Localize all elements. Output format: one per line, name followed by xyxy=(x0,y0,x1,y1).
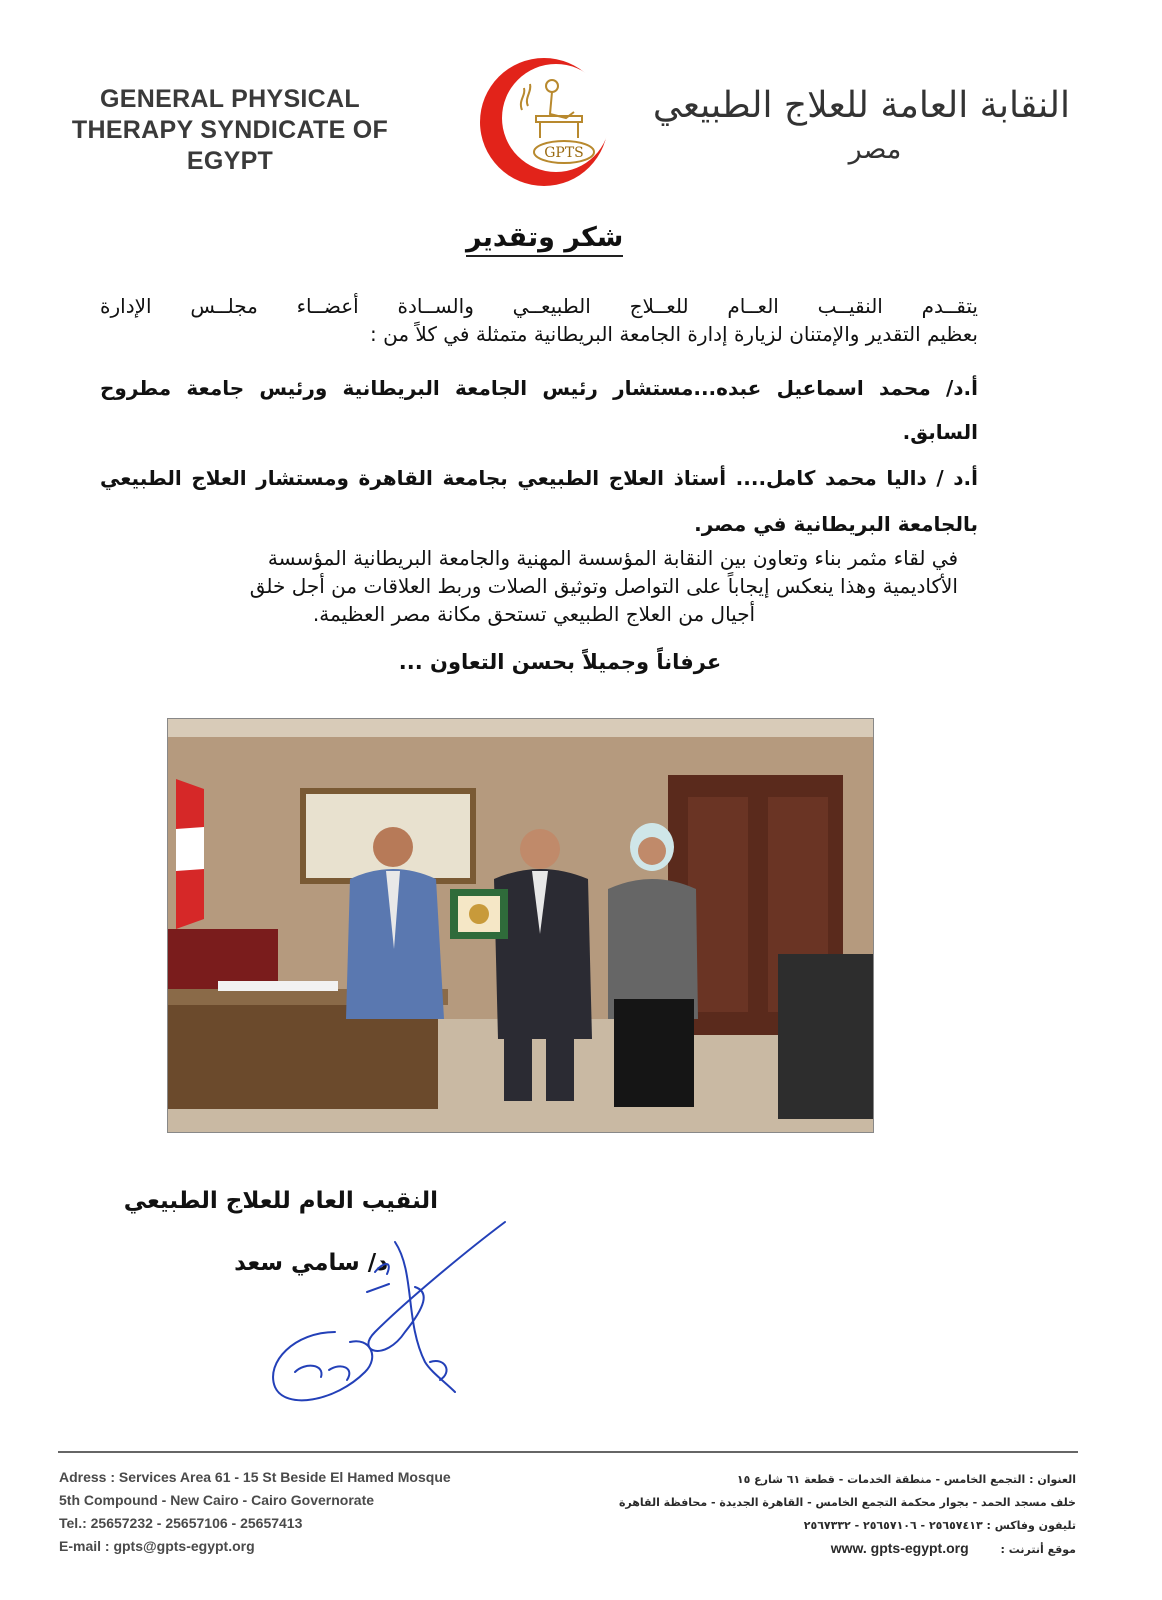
footer-phone: Tel.: 25657232 - 25657106 - 25657413 xyxy=(59,1515,303,1531)
org-name-en-line: THERAPY SYNDICATE OF xyxy=(71,116,389,144)
honoree-1-cont: السابق. xyxy=(902,420,978,444)
intro-line: بعظيم التقدير والإمتنان لزيارة إدارة الجامعة البريطانية متمثلة في كلاً من : xyxy=(370,322,978,346)
logo-text: GPTS xyxy=(544,145,584,161)
photo-plaque xyxy=(450,889,508,939)
footer-website-row xyxy=(560,1537,1076,1561)
footer-website-link[interactable]: www. gpts-egypt.org xyxy=(830,1540,969,1556)
footer-ar-phone: تليفون وفاكس : ٢٥٦٥٧٤١٣ - ٢٥٦٥٧١٠٦ - ٢٥٦٧٣٣٢ xyxy=(803,1519,1076,1532)
honoree-2-cont: بالجامعة البريطانية في مصر. xyxy=(694,512,978,536)
footer-address-line: Adress : Services Area 61 - 15 St Beside El Hamed Mosque xyxy=(59,1469,451,1485)
footer-divider xyxy=(58,1451,1078,1453)
handwritten-signature xyxy=(255,1212,535,1412)
footer-address-line: 5th Compound - New Cairo - Cairo Governorate xyxy=(59,1492,375,1508)
footer-english xyxy=(59,1466,599,1558)
page-title: شكر وتقدير xyxy=(466,222,623,257)
signatory-name: د/ سامي سعد xyxy=(234,1250,388,1276)
intro-line: يتقــدم النقيــب العــام للعــلاج الطبيعــي والســادة أعضــاء مجلــس الإدارة xyxy=(100,294,978,318)
meeting-photo xyxy=(167,718,874,1133)
footer-arabic xyxy=(560,1468,1076,1561)
signatory-title: النقيب العام للعلاج الطبيعي xyxy=(123,1188,438,1214)
meeting-paragraph xyxy=(110,544,958,628)
meeting-line: في لقاء مثمر بناء وتعاون بين النقابة المؤسسة المهنية والجامعة البريطانية المؤسسة xyxy=(267,546,958,570)
org-name-arabic xyxy=(652,84,1070,165)
org-name-ar-line1: النقابة العامة للعلاج الطبيعي xyxy=(652,85,1070,126)
footer-email: E-mail : gpts@gpts-egypt.org xyxy=(59,1538,255,1554)
photo-cabinet xyxy=(778,954,873,1119)
footer-website-label: موقع أنترنت : xyxy=(1000,1543,1076,1556)
intro-paragraph xyxy=(100,292,978,348)
honoree-1: أ.د/ محمد اسماعيل عبده...مستشار رئيس الجامعة البريطانية ورئيس جامعة مطروح xyxy=(100,376,978,400)
footer-ar-address: خلف مسجد الحمد - بجوار محكمة التجمع الخامس - القاهرة الجديدة - محافظة القاهرة xyxy=(618,1496,1076,1509)
honoree-2: أ.د / داليا محمد كامل.... أستاذ العلاج الطبيعي بجامعة القاهرة ومستشار العلاج الطبيعي xyxy=(100,466,978,490)
gpts-logo xyxy=(474,52,614,192)
org-name-en-line: EGYPT xyxy=(186,147,274,175)
meeting-line: أجيال من العلاج الطبيعي تستحق مكانة مصر العظيمة. xyxy=(312,602,756,626)
org-name-en-line: GENERAL PHYSICAL xyxy=(100,85,360,113)
org-name-ar-line2: مصر xyxy=(848,134,902,165)
closing-line: عرفاناً وجميلاً بحسن التعاون ... xyxy=(398,650,722,674)
footer-ar-address: العنوان : التجمع الخامس - منطقة الخدمات - قطعة ٦١ شارع ١٥ xyxy=(736,1473,1076,1486)
meeting-line: الأكاديمية وهذا ينعكس إيجاباً على التواصل وتوثيق الصلات وربط العلاقات من أجل خلق xyxy=(249,574,958,598)
org-name-english xyxy=(40,84,420,177)
